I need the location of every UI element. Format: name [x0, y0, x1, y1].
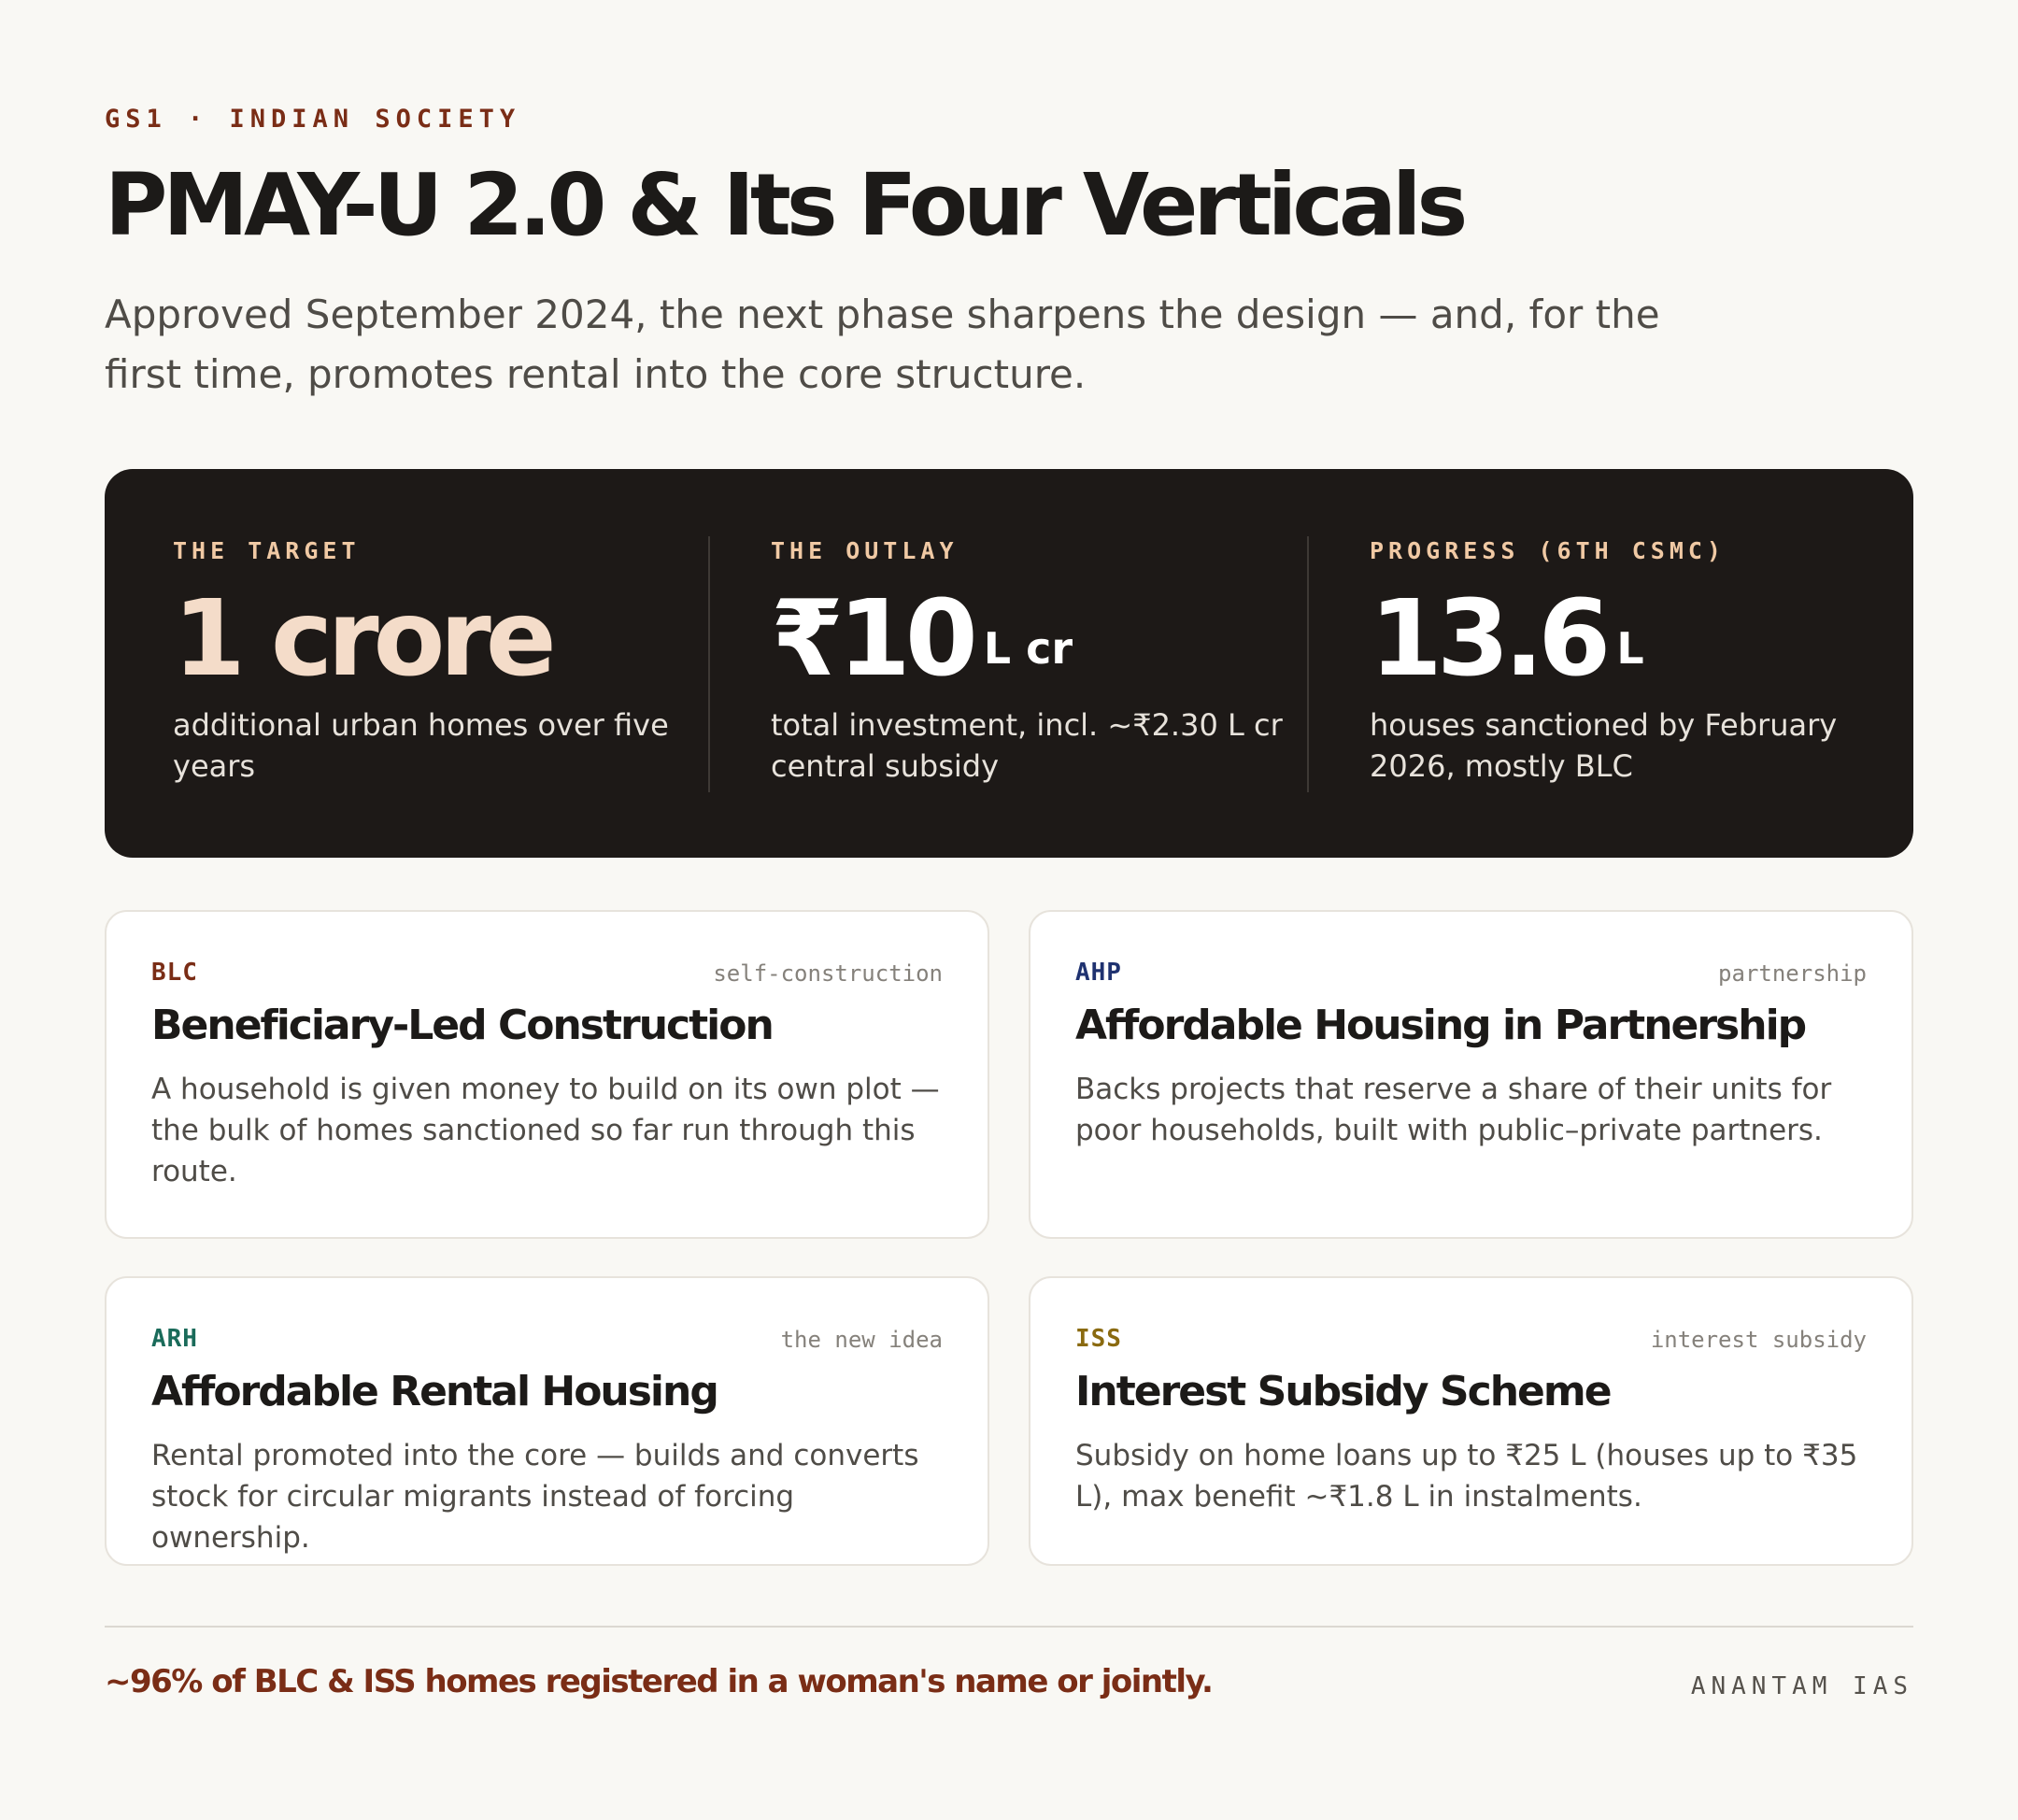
stat-number: 1 crore	[173, 578, 551, 700]
stat-value	[1370, 574, 1644, 704]
stat-divider	[1307, 536, 1309, 792]
card-title: Affordable Housing in Partnership	[1075, 1002, 1806, 1049]
card-description: Subsidy on home loans up to ₹25 L (houses up to ₹35 L), max benefit ~₹1.8 L in instalments.	[1075, 1439, 1858, 1514]
footer-note: ~96% of BLC & ISS homes registered in a woman's name or jointly.	[105, 1663, 1213, 1700]
card-tag: self-construction	[713, 960, 943, 987]
stat-outlay	[771, 469, 1294, 858]
stat-label: THE OUTLAY	[771, 537, 959, 564]
stat-label: THE TARGET	[173, 537, 361, 564]
card-title: Beneficiary-Led Construction	[151, 1002, 773, 1049]
stat-divider	[708, 536, 710, 792]
card-tag: the new idea	[780, 1327, 943, 1353]
card-title: Affordable Rental Housing	[151, 1368, 718, 1415]
eyebrow-label: GS1 · INDIAN SOCIETY	[105, 105, 521, 134]
brand-logo-text: ANANTAM IAS	[1690, 1672, 1913, 1700]
footer-divider	[105, 1626, 1913, 1628]
card-description: A household is given money to build on its own plot — the bulk of homes sanctioned so far run through this route.	[151, 1073, 940, 1188]
stat-unit: L	[1616, 623, 1644, 674]
card-title: Interest Subsidy Scheme	[1075, 1368, 1611, 1415]
card-code: AHP	[1075, 959, 1122, 987]
stat-progress	[1370, 469, 1893, 858]
card-code: ARH	[151, 1325, 198, 1353]
vertical-card-iss	[1029, 1276, 1913, 1566]
card-code: BLC	[151, 959, 198, 987]
card-tag: partnership	[1718, 960, 1867, 987]
vertical-card-blc	[105, 910, 989, 1239]
stat-value	[173, 574, 551, 704]
vertical-card-ahp	[1029, 910, 1913, 1239]
stat-description: additional urban homes over five years	[173, 707, 669, 784]
card-description: Backs projects that reserve a share of their units for poor households, built with public–private partners.	[1075, 1073, 1832, 1147]
lede-text: Approved September 2024, the next phase sharpens the design — and, for the first time, promotes rental into the core structure.	[105, 291, 1660, 397]
stat-number: ₹10	[771, 578, 973, 700]
stat-unit: L cr	[983, 623, 1073, 674]
stat-target	[173, 469, 696, 858]
page-title: PMAY-U 2.0 & Its Four Verticals	[105, 155, 1464, 255]
card-description: Rental promoted into the core — builds and converts stock for circular migrants instead of forcing ownership.	[151, 1439, 919, 1555]
stat-value	[771, 574, 1073, 704]
stat-description: total investment, incl. ~₹2.30 L cr central subsidy	[771, 707, 1283, 784]
stat-label: PROGRESS (6TH CSMC)	[1370, 537, 1726, 564]
card-tag: interest subsidy	[1650, 1327, 1867, 1353]
stats-panel	[105, 469, 1913, 858]
stat-description: houses sanctioned by February 2026, mostly BLC	[1370, 707, 1838, 784]
vertical-card-arh	[105, 1276, 989, 1566]
card-code: ISS	[1075, 1325, 1122, 1353]
stat-number: 13.6	[1370, 578, 1606, 700]
